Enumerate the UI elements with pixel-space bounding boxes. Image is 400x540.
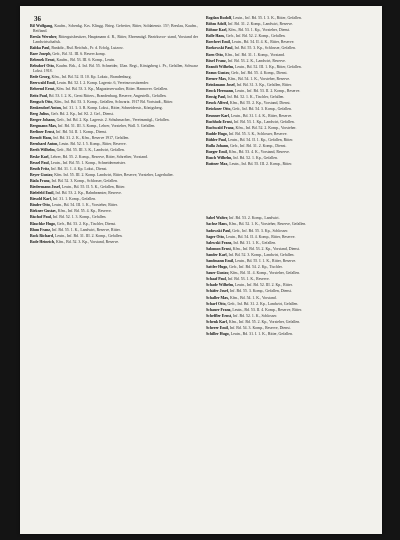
entry-name: Bruck Alfred, bbox=[206, 101, 230, 106]
directory-entry bbox=[30, 35, 198, 45]
directory-entry bbox=[206, 247, 374, 252]
entry-text: Leutn., Inf. Bd. 53. II. 2. Komp., Reserve. bbox=[235, 89, 301, 94]
entry-text: Leutn. Bd. 52. I. 5. Komp., Ritter, Reserve. bbox=[59, 142, 127, 147]
entry-text: Gefr., Inf. Bd. 55. 3. Kp., Schlosser. bbox=[232, 228, 289, 233]
entry-text: Inf. Bd. 55. 3. Komp., Gefallen, Dienst. bbox=[230, 289, 292, 294]
entry-name: Sauer Gustav, bbox=[206, 271, 231, 276]
directory-entry bbox=[206, 16, 374, 21]
entry-text: Inf. Bd. 53. 2. Kp., Bahnbeamter, Reserve. bbox=[55, 191, 122, 196]
entry-name: Beske Karl, bbox=[30, 154, 51, 159]
entry-name: Buchwald Franz, bbox=[206, 125, 236, 130]
entry-text: Bd. 53. I. 2. K., Gerst Ritters., Brandenburg, Reserve, Angestellt., Gefallen. bbox=[48, 93, 167, 98]
entry-name: Scheffler Ernst, bbox=[206, 313, 234, 318]
directory-entry bbox=[30, 215, 198, 220]
directory-entry bbox=[30, 203, 198, 208]
directory-entry bbox=[30, 222, 198, 227]
entry-name: Berg Julius, bbox=[30, 111, 51, 116]
directory-entry bbox=[206, 326, 374, 331]
entry-text: Leutn., Bd. 31. I. 1. K., Ritter, Gefallen. bbox=[230, 332, 293, 337]
directory-entry bbox=[206, 265, 374, 270]
directory-entry bbox=[206, 28, 374, 33]
left-column bbox=[30, 24, 198, 246]
entry-text: Gefr., Bd. 31. III. 6. Reserv.komp. bbox=[52, 52, 106, 57]
entry-name: Bischof Paul, bbox=[30, 215, 53, 220]
entry-name: Biala Franz, bbox=[30, 178, 52, 183]
entry-text: Inf. Bd. 53. 2. Komp., Landwirt. bbox=[229, 216, 280, 221]
directory-entry bbox=[206, 83, 374, 88]
entry-text: Kfm., Inf. Bd. 52. II. 10. Kp. Lokstr., Brandenburg. bbox=[51, 75, 132, 80]
directory-entry bbox=[30, 234, 198, 239]
entry-name: Bede Georg, bbox=[30, 75, 52, 80]
directory-entry bbox=[206, 144, 374, 149]
entry-text: Leutn., Bd. 54. II. 4. Komp., Ritter, Reserve. bbox=[225, 234, 296, 239]
directory-entry bbox=[30, 167, 198, 172]
entry-text: Kfm., Bd. 31. 4. Komp., Vorsteher, Gefallen. bbox=[230, 271, 301, 276]
entry-name: Böhm Adolf, bbox=[206, 22, 228, 27]
entry-name: Borchert Emil, bbox=[206, 40, 232, 45]
directory-entry bbox=[206, 271, 374, 276]
directory-entry bbox=[206, 332, 374, 337]
directory-entry bbox=[30, 64, 198, 74]
entry-text: Leutn., Bd. 31. I. 4. K., Ritter, Reserve. bbox=[230, 113, 293, 118]
entry-name: Schade Wilhelm, bbox=[206, 283, 235, 288]
entry-text: Kfm., Inf. Bd. 53. 3. Komp., Gefallen, Schwartz. 1917 Bd. Vortstadt., Ritter. bbox=[54, 99, 174, 104]
entry-name: Bebenek Ernst, bbox=[30, 58, 57, 63]
entry-name: Bode Heinrich, bbox=[30, 239, 57, 244]
entry-name: Blaschke Hugo, bbox=[30, 221, 57, 226]
entry-name: Bessel Paul, bbox=[30, 160, 51, 165]
entry-name: Buchholz Ernst, bbox=[206, 119, 234, 124]
entry-name: Scharf Otto, bbox=[206, 301, 228, 306]
entry-name: Schauer Franz, bbox=[206, 307, 233, 312]
entry-text: Kfm., Bd. 54. 1. K., Vorsteher, Reserve. bbox=[228, 76, 291, 81]
directory-entry bbox=[30, 87, 198, 92]
directory-entry bbox=[206, 302, 374, 307]
directory-entry bbox=[206, 59, 374, 64]
entry-text: Inf. Bd. 54. II. 1. Komp., Dienst. bbox=[55, 130, 107, 135]
entry-name: Sattler Hugo, bbox=[206, 265, 230, 270]
entry-text: Gefr., Inf. Bd. 2. Kp. Lagerstr. 2. Schuhmacher., Vereinsmitgl., Gefallen. bbox=[56, 117, 170, 122]
entry-text: Leutn., Bd. 52. III. 1. Kp., Ritter, Gefallen. bbox=[234, 64, 302, 69]
entry-text: Leutn., Inf. Bd. 55. III. 2. Komp., Ritter. bbox=[229, 162, 293, 167]
entry-name: Scherer Emil, bbox=[206, 326, 230, 331]
entry-name: Schiller Hugo, bbox=[206, 332, 231, 337]
entry-text: Gefr., Inf. Bd. 31. 2. Komp., Dienst. bbox=[230, 143, 287, 148]
entry-name: Borkowski Paul, bbox=[206, 46, 235, 51]
directory-entry bbox=[206, 314, 374, 319]
entry-text: Inf. Bd. 55. 3. K., Schlosser, Reserve. bbox=[228, 131, 288, 136]
entry-text: Inf. Bd. 53. 2. K., Landwirt, Reserve. bbox=[227, 58, 286, 63]
entry-name: Salewski Franz, bbox=[206, 240, 234, 245]
directory-entry bbox=[206, 235, 374, 240]
entry-name: Brunner Karl, bbox=[206, 113, 231, 118]
entry-name: Brock Hermann, bbox=[206, 89, 235, 94]
entry-text: Kfm., Inf. Bd. 52. 2. Komp., Vorsteher. bbox=[235, 125, 297, 130]
directory-entry bbox=[30, 118, 198, 123]
entry-text: Leutn., Bd. 53. II. 4. Komp., Reserve, Ritter. bbox=[232, 307, 302, 312]
entry-text: Kfm., Inf. Bd. 55. 4. Kp., Reserve. bbox=[57, 209, 112, 214]
entry-name: Berliner Ernst, bbox=[30, 130, 56, 135]
entry-name: Bengsch Otto, bbox=[30, 99, 55, 104]
directory-entry bbox=[206, 40, 374, 45]
entry-text: Kaufm. Brk., 4. Inf. Bd. 55. Schneider, Ulan. Regt., Königsberg i. Pr., Gefallen, Schwarz Lokst. 1918. bbox=[33, 64, 198, 74]
directory-entry bbox=[30, 124, 198, 129]
directory-entry bbox=[30, 112, 198, 117]
entry-name: Sadowski Paul, bbox=[206, 228, 233, 233]
directory-entry bbox=[206, 71, 374, 76]
entry-name: Bernhard Anton, bbox=[30, 142, 60, 147]
entry-name: Sander Karl, bbox=[206, 252, 229, 257]
directory-entry bbox=[30, 197, 198, 202]
entry-name: Beerwald Emil, bbox=[30, 81, 57, 86]
directory-entry bbox=[30, 81, 198, 86]
directory-entry bbox=[30, 58, 198, 63]
directory-entry bbox=[206, 101, 374, 106]
entry-name: Bulla Johann, bbox=[206, 143, 231, 148]
entry-text: Leutn., Bd. 55. II. 5. K., Gefallen, Ritter. bbox=[61, 184, 126, 189]
entry-name: Böhme Karl, bbox=[206, 28, 229, 33]
entry-text: Gefr., Bd. 55. III. 3. K., Landwirt, Gefallen. bbox=[56, 148, 125, 153]
directory-entry bbox=[206, 114, 374, 119]
entry-text: Inf. Bd. 31. 3. Kp., Gefallen, Ritter. bbox=[236, 83, 292, 88]
directory-entry bbox=[30, 94, 198, 99]
entry-name: Breuer Max, bbox=[206, 76, 229, 81]
directory-entry bbox=[30, 75, 198, 80]
entry-name: Busch Wilhelm, bbox=[206, 156, 234, 161]
entry-name: Behrend Ernst, bbox=[30, 87, 57, 92]
directory-entry bbox=[206, 34, 374, 39]
entry-text: Leutn. Bd. 52. I. 2. Komp. Lagerstr. 6, Vereinsvorsitzender. bbox=[56, 81, 150, 86]
entry-name: Bühler Paul, bbox=[206, 137, 228, 142]
entry-text: Gefr., Inf. Bd. 54. 2. Kp., Tischler. bbox=[229, 265, 283, 270]
directory-entry bbox=[206, 65, 374, 70]
directory-entry bbox=[206, 296, 374, 301]
directory-entry bbox=[206, 241, 374, 246]
directory-entry bbox=[206, 156, 374, 161]
entry-text: Inf. Bd. 31. 1. K., Gefallen. bbox=[233, 240, 277, 245]
entry-text: Rittergutsbesitzer, Hauptmann d. R., Ritter, Ehrenmitgl. Bezirksvor- stand, Vorstand der Landwirtschaftsk. bbox=[33, 35, 199, 44]
entry-name: Beuth Fritz, bbox=[30, 166, 52, 171]
directory-entry bbox=[206, 259, 374, 264]
directory-entry bbox=[30, 173, 198, 178]
directory-entry bbox=[30, 191, 198, 196]
entry-text: Inf. Bd. 52. 1. K., Tischler, Gefallen. bbox=[227, 95, 285, 100]
directory-entry bbox=[30, 130, 198, 135]
entry-name: Buttner Max, bbox=[206, 162, 230, 167]
entry-name: Brinkmann Josef, bbox=[206, 83, 237, 88]
entry-text: Bankdir., Bsd. Reichsb., Fr. d. Erfolg, Lutzow. bbox=[51, 46, 124, 50]
entry-name: Bergmann Max, bbox=[30, 124, 58, 129]
entry-text: Inf. Bd. 31. 2. Komp., Landwirt, Reserve. bbox=[227, 22, 294, 27]
entry-text: Kfm., Bd. 52. 1. K., Vorsteher, Reserve, Gefallen. bbox=[228, 222, 307, 227]
entry-name: Schaller Max, bbox=[206, 295, 231, 300]
directory-entry bbox=[30, 161, 198, 166]
entry-name: Schenk Karl, bbox=[206, 319, 229, 324]
entry-text: Inf. Bd. 52. 3. Komp., Landwirt, Gefallen. bbox=[228, 252, 295, 257]
directory-entry bbox=[30, 185, 198, 190]
entry-text: Kaufm., Schenkg. Krs. Klingg. Brieg. Gefreiter, Ritter, Soldatenstr. 15?; Breslau, Kaufm., Reiftand. bbox=[33, 24, 198, 33]
entry-name: Bare Joseph, bbox=[30, 52, 53, 57]
directory-entry bbox=[30, 142, 198, 147]
directory-entry bbox=[30, 155, 198, 160]
entry-name: Bösel Franz, bbox=[206, 58, 228, 63]
directory-entry bbox=[206, 126, 374, 131]
directory-entry bbox=[206, 53, 374, 58]
entry-text: Leutn., Inf. Bd. 55. I. 3. K., Ritter, Gefallen. bbox=[233, 16, 302, 20]
directory-entry bbox=[206, 22, 374, 27]
entry-name: Schäfer Josef, bbox=[206, 289, 231, 294]
entry-name: Sager Otto, bbox=[206, 234, 226, 239]
entry-text: Kfm. Inf. Bd. 53. 3. Kp., Magazinverwalter, Ritter. Hannover. Gefallen. bbox=[56, 87, 168, 92]
directory-entry bbox=[30, 100, 198, 105]
entry-text: Leutn., Inf. Bd. 31. III. 2. Komp., Gefallen. bbox=[54, 233, 123, 238]
directory-entry bbox=[206, 89, 374, 94]
directory-entry bbox=[206, 132, 374, 137]
directory-entry bbox=[206, 222, 374, 227]
entry-name: Sandmann Emil, bbox=[206, 259, 235, 263]
directory-entry bbox=[206, 107, 374, 112]
entry-text: Inf. Bd. 51. III. 3. Komp., Lehrer, Vorsteher, Wall. 5. Gefallen. bbox=[58, 124, 156, 129]
entry-name: Berth Wilhelm, bbox=[30, 148, 57, 153]
entry-name: Biedermann Josef, bbox=[30, 184, 62, 189]
entry-name: Braun Gustav, bbox=[206, 70, 232, 75]
entry-name: Binder Otto, bbox=[30, 203, 52, 208]
directory-entry bbox=[30, 228, 198, 233]
entry-text: Kfm., Bd. 53. 1. Kp., Vorsteher, Dienst. bbox=[228, 28, 290, 33]
directory-entry bbox=[206, 229, 374, 234]
entry-text: Inf. Bd. 31. 2. K., Kfm., Reserve 1917, Gefallen. bbox=[53, 136, 130, 141]
entry-name: Beyer Gustav, bbox=[30, 172, 55, 177]
directory-entry bbox=[206, 138, 374, 143]
entry-text: Kfm., Bd. 55. 2. Kp., Vorstand, Dienst. bbox=[229, 101, 291, 106]
entry-name: Babka Paul, bbox=[30, 46, 52, 50]
entry-text: Leutn., Bd. 54. II. 1. Kp., Gefallen, Ritter. bbox=[227, 137, 294, 142]
directory-entry bbox=[206, 277, 374, 282]
entry-text: Inf. Bd. 52. 1. Kp., Gefallen. bbox=[233, 156, 278, 161]
directory-entry bbox=[206, 162, 374, 167]
directory-entry bbox=[206, 120, 374, 125]
directory-entry bbox=[30, 179, 198, 184]
directory-entry bbox=[30, 52, 198, 57]
column-gap bbox=[206, 168, 374, 216]
entry-name: Brandt Wilhelm, bbox=[206, 64, 235, 69]
entry-text: Leutn., Bd. 54. III. 1. K., Vorsteher, Ritter. bbox=[51, 203, 118, 208]
entry-name: Salomon Ernst, bbox=[206, 246, 233, 251]
entry-text: Kfm., Inf. Bd. 53. 2. Kp., Vorstand, Dienst. bbox=[232, 246, 300, 251]
right-column bbox=[206, 16, 374, 338]
entry-text: Inf. Bd. 53. 1. Kp., Landwirt, Gefallen. bbox=[233, 119, 295, 124]
entry-name: Sabel Walter, bbox=[206, 216, 230, 221]
entry-name: Budde Hugo, bbox=[206, 131, 229, 136]
entry-text: Inf. 31. 1. Komp., Gefallen. bbox=[52, 197, 97, 202]
directory-entry bbox=[206, 308, 374, 313]
entry-name: Schaaf Paul, bbox=[206, 277, 228, 282]
entry-text: Inf. Bd. 55. 1. K., Landwirt, Reserve, Ritter. bbox=[51, 227, 121, 232]
entry-text: Leutn., Bd. 54. II. 4. K., Ritter, Reserve. bbox=[231, 40, 295, 45]
directory-entry bbox=[30, 46, 198, 51]
directory-entry bbox=[30, 24, 198, 34]
entry-text: Inf. Bd. 31. 1. 4. Kp. Lokst., Dienst. bbox=[51, 166, 108, 171]
entry-text: Inf. Bd. 55. 3. Kp., Schlosser, Gefallen. bbox=[234, 46, 296, 51]
entry-text: Inf. Bd. 52. 1. 3. Komp., Gefallen. bbox=[52, 215, 107, 220]
entry-text: Kfm. Inf. 55. III. 2. Komp. Landwirt, Ritter, Reserve, Vorsteher, Lagerhalter. bbox=[54, 172, 174, 177]
entry-text: Kaufm., Bd. 53. III. 6. Komp., Leutn. bbox=[56, 58, 115, 63]
directory-entry bbox=[206, 46, 374, 51]
entry-text: Kfm., Bd. 53. 4. K., Vorstand, Reserve. bbox=[228, 150, 290, 155]
entry-text: Gefr., Inf. Bd. 31. 2. Kp., Landwirt, Gefallen. bbox=[227, 301, 299, 306]
entry-text: Inf. Bd. 52. 1. K., Schlosser. bbox=[233, 313, 278, 318]
entry-text: Gefr., Inf. Bd. 54. 3. Komp., Gefallen. bbox=[232, 107, 292, 112]
entry-text: Kfm., Inf. Bd. 31. 1. Komp., Vorstand. bbox=[224, 52, 285, 57]
entry-name: Berger Johann, bbox=[30, 117, 57, 122]
page-number: 36 bbox=[34, 15, 41, 23]
entry-text: Kfm., Bd. 54. 1. K., Vorstand. bbox=[230, 295, 277, 300]
entry-name: Benkendorf Anton, bbox=[30, 105, 63, 110]
entry-name: Blum Franz, bbox=[30, 227, 52, 232]
entry-text: Gefr., Inf. Bd. 55. 4. Komp., Dienst. bbox=[231, 70, 288, 75]
entry-name: Brückner Otto, bbox=[206, 107, 233, 112]
entry-text: Gefr., Inf. Bd. 52. 2. Komp., Gefallen. bbox=[226, 34, 286, 39]
entry-name: Brosig Paul, bbox=[206, 95, 228, 100]
entry-name: Bil Wolfgang, bbox=[30, 24, 55, 28]
directory-entry bbox=[206, 253, 374, 258]
entry-text: Lehrer, Bd. 55. 2. Komp., Reserve, Ritter, Schreiber, Vorstand. bbox=[50, 154, 148, 159]
entry-text: Leutn., Inf. Bd. 55. 1. Komp., Schneidermeister. bbox=[50, 160, 126, 165]
directory-entry bbox=[206, 283, 374, 288]
entry-name: Born Otto, bbox=[206, 52, 225, 57]
entry-text: Inf. 31. 1. 3. R. Komp. Lokst., Ritter, Schneiderstr., Königsberg. bbox=[62, 105, 163, 110]
entry-name: Birkner Gustav, bbox=[30, 209, 58, 214]
entry-text: Gefr., Bd. 53. 2. Kp., Tischler, Dienst. bbox=[56, 221, 117, 226]
entry-text: Inf. Bd. 53. 1. K., Reserve. bbox=[227, 277, 270, 282]
directory-entry bbox=[206, 289, 374, 294]
entry-text: Leutn., Bd. 55. I. 1. K., Ritter, Reserve. bbox=[234, 259, 297, 263]
entry-name: Bogdan Rudolf, bbox=[206, 16, 234, 20]
directory-entry bbox=[30, 209, 198, 214]
entry-text: Leutn., Inf. Bd. 52. III. 2. Kp., Ritter. bbox=[234, 283, 293, 288]
directory-entry bbox=[206, 77, 374, 82]
directory-entry bbox=[30, 240, 198, 245]
entry-name: Biesold Karl, bbox=[30, 197, 53, 202]
entry-text: Inf. Bd. 54. 3. Komp., Reserve, Dienst. bbox=[229, 326, 291, 331]
entry-text: Kfm., Bd. 52. 3. Kp., Vorstand, Reserve. bbox=[56, 239, 120, 244]
document-page bbox=[20, 6, 382, 534]
entry-text: Kfm., Inf. Bd. 55. 2. Kp., Vorsteher, Gefallen. bbox=[228, 319, 301, 324]
directory-entry bbox=[206, 150, 374, 155]
entry-text: Gefr. Bd. 2. Kp., Inf. Kl. 2. Gef., Dienst. bbox=[50, 111, 114, 116]
entry-name: Berndt Hans, bbox=[30, 136, 54, 141]
entry-name: Sachse Hans, bbox=[206, 222, 229, 227]
directory-entry bbox=[30, 106, 198, 111]
directory-entry bbox=[30, 136, 198, 141]
directory-entry bbox=[206, 95, 374, 100]
entry-name: Bock Richard, bbox=[30, 233, 55, 238]
entry-name: Bresla Wernher, bbox=[30, 35, 59, 39]
entry-name: Bielefeld Emil, bbox=[30, 191, 56, 196]
entry-name: Burger Emil, bbox=[206, 150, 229, 155]
directory-entry bbox=[30, 148, 198, 153]
entry-name: Bolle Hans, bbox=[206, 34, 226, 39]
entry-name: Bebsdorf Otto, bbox=[30, 64, 57, 69]
directory-entry bbox=[206, 216, 374, 221]
entry-text: Inf. Bd. 52. 3. Komp., Schlosser, Gefallen. bbox=[51, 178, 118, 183]
entry-name: Beitz Paul, bbox=[30, 93, 49, 98]
directory-entry bbox=[206, 320, 374, 325]
